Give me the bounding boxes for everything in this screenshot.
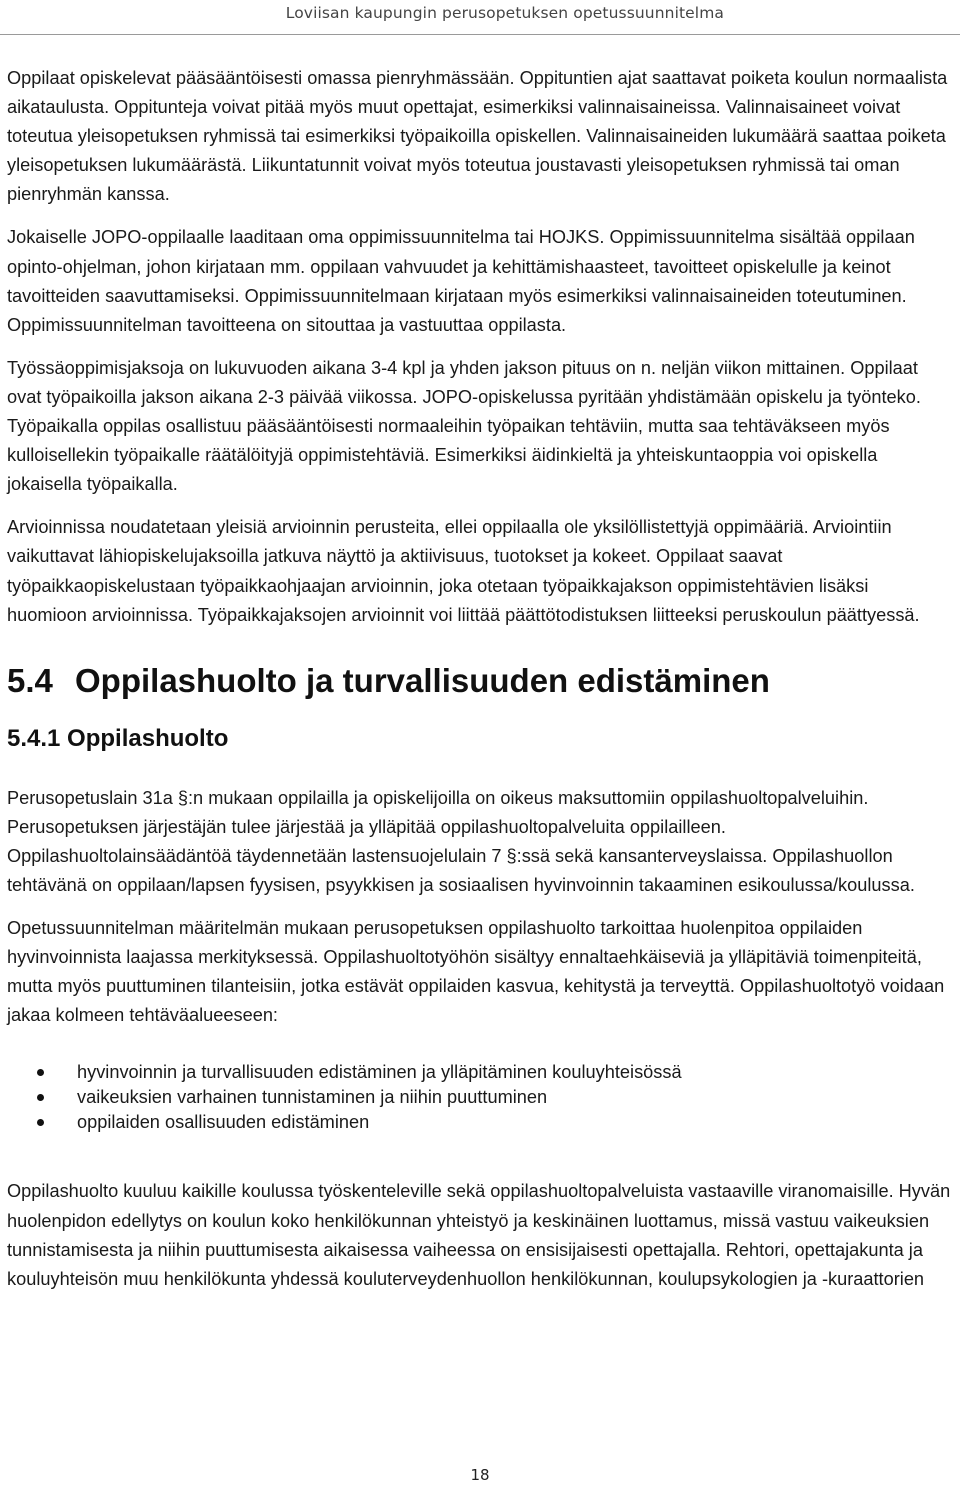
paragraph-oppimissuunnitelma: Jokaiselle JOPO-oppilaalle laaditaan oma oppimissuunnitelma tai HOJKS. Oppimissuunnitelma sisältää oppilaan opinto-ohjelman, johon kirjataan mm. oppilaan vahvuudet ja kehittämishaasteet, tavoitteet opiskelulle ja keinot tavoitteiden saavuttamiseksi. Oppimissuunnitelmaan kirjataan myös esimerkiksi valinnaisaineiden toteutuminen. Oppimissuunnitelman tavoitteena on sitouttaa ja vastuuttaa oppilasta. xyxy=(7,227,915,335)
list-item xyxy=(7,1110,952,1135)
paragraph-maaritelma: Opetussuunnitelman määritelmän mukaan perusopetuksen oppilashuolto tarkoittaa huolenpitoa oppilaiden hyvinvoinnista laajassa merkityksessä. Oppilashuoltotyöhön sisältyy ennaltaehkäiseviä ja ylläpitäviä toimenpiteitä, mutta myös puuttuminen tilanteisiin, jotka estävät oppilaiden kasvua, kehitystä ja terveyttä. Oppilashuoltotyö voidaan jakaa kolmeen tehtäväalueeseen: xyxy=(7,918,945,1026)
paragraph-perusopetuslaki: Perusopetuslain 31a §:n mukaan oppilailla ja opiskelijoilla on oikeus maksuttomiin oppilashuoltopalveluihin. Perusopetuksen järjestäjän tulee järjestää ja ylläpitää oppilashuoltopalveluita oppilailleen. Oppilashuoltolainsäädäntöä täydennetään lastensuojelulain 7 §:ssä sekä kansanterveyslaissa. Oppilashuollon tehtävänä on oppilaan/lapsen fyysisen, psyykkisen ja sosiaalisen hyvinvoinnin takaaminen esikoulussa/koulussa. xyxy=(7,787,915,895)
section-heading xyxy=(7,659,952,703)
subsection-heading: 5.4.1 Oppilashuolto xyxy=(7,724,229,752)
section-number: 5.4 xyxy=(7,661,53,699)
page-number: 18 xyxy=(470,1466,490,1484)
bullet-icon xyxy=(37,1094,44,1101)
task-area-list xyxy=(7,1060,952,1135)
section-title: Oppilashuolto ja turvallisuuden edistäminen xyxy=(75,661,770,699)
list-item xyxy=(7,1060,952,1085)
bullet-icon xyxy=(37,1069,44,1076)
bullet-icon xyxy=(37,1119,44,1126)
list-item xyxy=(7,1085,952,1110)
page-header xyxy=(0,0,960,38)
paragraph-tyossaoppiminen: Työssäoppimisjaksoja on lukuvuoden aikana 3-4 kpl ja yhden jakson pituus on n. neljän viikon mittainen. Oppilaat ovat työpaikoilla jakson aikana 2-3 päivää viikossa. JOPO-opiskelussa pyritään yhdistämään opiskelu ja työnteko. Työpaikalla oppilas osallistuu pääsääntöisesti normaaleihin työpaikan tehtäviin, mutta saa tehtäväkseen myös kulloisellekin työpaikalle räätälöityjä oppimistehtäviä. Esimerkiksi äidinkieltä ja yhteiskuntaoppia voi opiskella jokaisella työpaikalla. xyxy=(7,357,921,495)
header-divider xyxy=(0,34,960,35)
list-item-text: vaikeuksien varhainen tunnistaminen ja niihin puuttuminen xyxy=(77,1087,548,1108)
list-item-text: hyvinvoinnin ja turvallisuuden edistäminen ja ylläpitäminen kouluyhteisössä xyxy=(77,1062,682,1083)
paragraph-arviointi: Arvioinnissa noudatetaan yleisiä arvioinnin perusteita, ellei oppilaalla ole yksilöllistettyjä oppimääriä. Arviointiin vaikuttavat lähiopiskelujaksoilla jatkuva näyttö ja aktiivisuus, tuotokset ja kokeet. Oppilaat saavat työpaikkaopiskelustaan työpaikkaohjaajan arvioinnin, joka otetaan työpaikkajakson oppimistehtävien lisäksi huomioon arvioinnissa. Työpaikkajaksojen arvioinnit voi liittää päättötodistuksen liitteeksi peruskoulun päättyessä. xyxy=(7,517,920,625)
document-title: Loviisan kaupungin perusopetuksen opetussuunnitelma xyxy=(285,4,724,22)
paragraph-oppilashuolto-vastuu: Oppilashuolto kuuluu kaikille koulussa työskenteleville sekä oppilashuoltopalveluista vastaaville viranomaisille. Hyvän huolenpidon edellytys on koulun koko henkilökunnan yhteistyö ja keskinäinen luottamus, missä vastuu vaikeuksien tunnistamisesta ja niihin puuttumisesta aikaisessa vaiheessa on ensisijaisesti opettajalla. Rehtori, opettajakunta ja kouluyhteisön muu henkilökunta yhdessä kouluterveydenhuollon henkilökunnan, koulupsykologien ja -kuraattorien xyxy=(7,1181,951,1289)
paragraph-pienryhma: Oppilaat opiskelevat pääsääntöisesti omassa pienryhmässään. Oppituntien ajat saattavat poiketa koulun normaalista aikataulusta. Oppitunteja voivat pitää myös muut opettajat, esimerkiksi valinnaisaineissa. Valinnaisaineet voivat toteutua yleisopetuksen ryhmissä tai esimerkiksi työpaikoilla opiskellen. Valinnaisaineiden lukumäärä saattaa poiketa yleisopetuksen lukumäärästä. Liikuntatunnit voivat myös toteutua joustavasti yleisopetuksen ryhmissä tai oman pienryhmän kanssa. xyxy=(7,68,948,205)
document-body xyxy=(7,64,952,1294)
list-item-text: oppilaiden osallisuuden edistäminen xyxy=(77,1112,370,1133)
